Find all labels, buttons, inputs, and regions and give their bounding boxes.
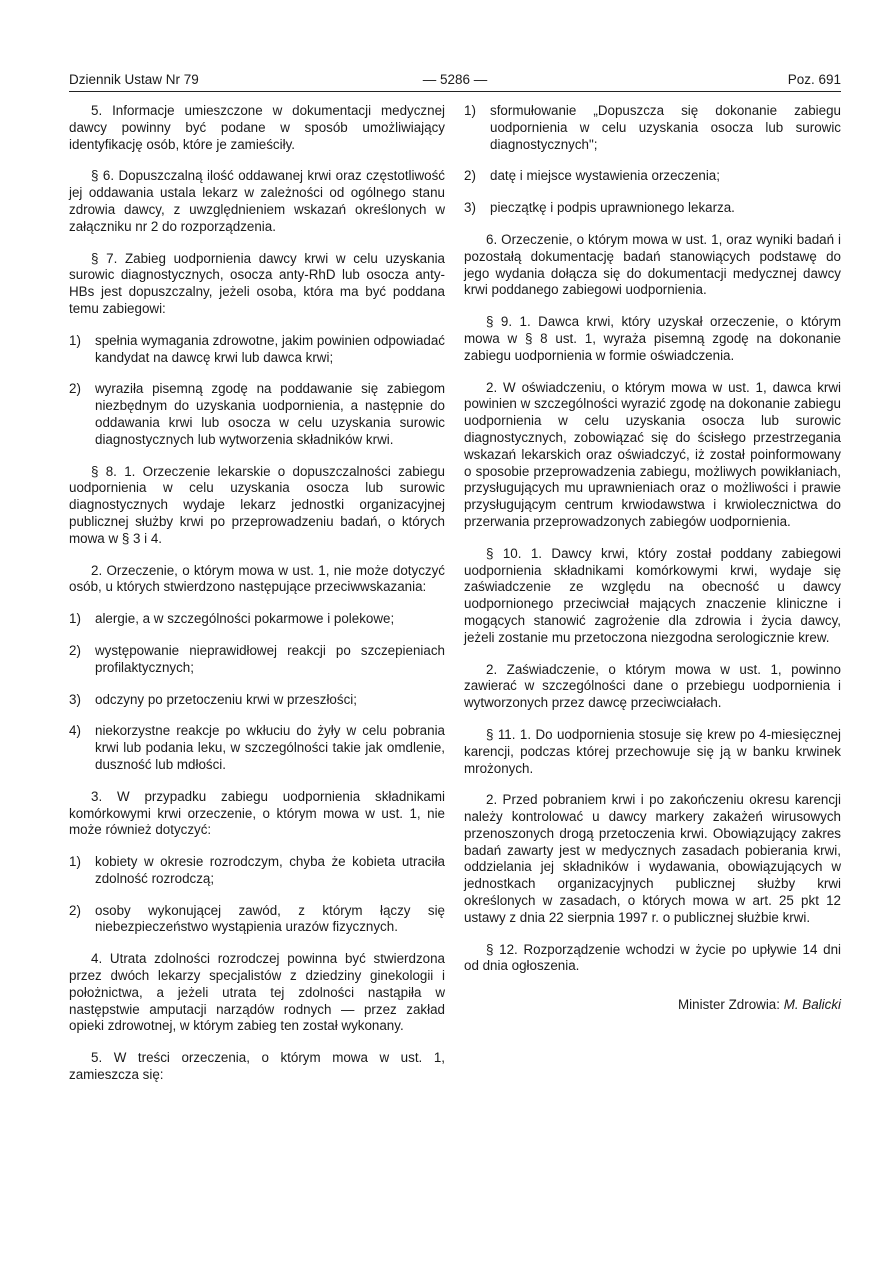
list-number: 2) [69, 642, 81, 658]
list-item [69, 723, 445, 773]
page-header [69, 72, 841, 90]
list-item [69, 611, 445, 628]
list-text: datę i miejsce wystawienia orzeczenia; [490, 168, 720, 184]
paragraph: 2. W oświadczeniu, o którym mowa w ust. 1, dawca krwi powinien w szczególności wyrazić zgodę na dokonanie zabiegu uodpornienia w celu uzyskania osocza lub surowic diagnostycznych, zobowiązać się do ścisłego przestrzegania wskazań lekarskich oraz oświadczyć, iż został poinformowany o sposobie przeprowadzenia zabiegu, możliwych powikłaniach, przysługujących mu uprawnieniach oraz o możliwości i prawie przysługującym centrum krwiodawstwa i krwiolecznictwa do przerwania przeprowadzonych zabiegów uodpornienia. [464, 379, 841, 529]
list-item [69, 333, 445, 367]
list-number: 1) [464, 103, 476, 118]
list-number: 2) [464, 168, 476, 184]
list-text: niekorzystne reakcje po wkłuciu do żyły w celu pobrania krwi lub podania leku, w szczególności takie jak omdlenie, duszność lub mdłości. [95, 723, 445, 772]
list-text: osoby wykonującej zawód, z którym łączy się niebezpieczeństwo wystąpienia urazów fizycznych. [95, 902, 445, 935]
list-text: sformułowanie „Dopuszcza się dokonanie zabiegu uodpornienia w celu uzyskania osocza lub surowic diagnostycznych"; [490, 103, 841, 152]
paragraph-section-11: § 11. 1. Do uodpornienia stosuje się krew po 4-miesięcznej karencji, podczas której przechowuje się ją w banku krwinek mrożonych. [464, 726, 841, 776]
list-item [69, 903, 445, 937]
paragraph: 4. Utrata zdolności rozrodczej powinna być stwierdzona przez dwóch lekarzy specjalistów z dziedziny ginekologii i położnictwa, a jeżeli utrata tej zdolności nastąpiła w następstwie amputacji narządów rodnych — przez zakład opieki zdrowotnej, w którym zabieg ten został wykonany. [69, 951, 445, 1034]
position-number: Poz. 691 [787, 72, 841, 87]
list-text: występowanie nieprawidłowej reakcji po szczepieniach profilaktycznych; [95, 642, 445, 675]
list-number: 1) [69, 332, 81, 348]
list-item [464, 168, 841, 185]
paragraph: 2. Orzeczenie, o którym mowa w ust. 1, nie może dotyczyć osób, u których stwierdzono następujące przeciwwskazania: [69, 562, 445, 595]
signature-line [464, 997, 841, 1014]
list-number: 4) [69, 723, 81, 739]
list-number: 3) [464, 200, 476, 216]
right-column [464, 103, 841, 1014]
list-number: 2) [69, 381, 81, 397]
paragraph-section-9: § 9. 1. Dawca krwi, który uzyskał orzeczenie, o którym mowa w § 8 ust. 1, wyraża pisemną zgodę na dokonanie zabiegu uodpornienia w formie oświadczenia. [464, 314, 841, 363]
paragraph-section-12: § 12. Rozporządzenie wchodzi w życie po upływie 14 dni od dnia ogłoszenia. [464, 941, 841, 974]
list-item [464, 200, 841, 217]
paragraph-section-6: § 6. Dopuszczalną ilość oddawanej krwi oraz częstotliwość jej oddawania ustala lekarz w zależności od ogólnego stanu zdrowia dawcy, z uwzględnieniem wskazań określonych w załączniku nr 2 do rozporządzenia. [69, 168, 445, 234]
paragraph-section-8: § 8. 1. Orzeczenie lekarskie o dopuszczalności zabiegu uodpornienia w celu uzyskania osocza lub surowic diagnostycznych wydaje lekarz jednostki organizacyjnej publicznej służby krwi po przeprowadzeniu badań, o których mowa w § 3 i 4. [69, 463, 445, 546]
journal-title: Dziennik Ustaw Nr 79 [69, 72, 199, 87]
paragraph: 5. Informacje umieszczone w dokumentacji medycznej dawcy powinny być podane w sposób umożliwiający identyfikację osób, które je zamieściły. [69, 103, 445, 152]
signature-name: M. Balicki [783, 997, 841, 1013]
page-number: — 5286 — [422, 72, 488, 87]
signature-role: Minister Zdrowia: [678, 997, 780, 1013]
list-number: 1) [69, 854, 81, 870]
list-number: 1) [69, 611, 81, 627]
paragraph: 3. W przypadku zabiegu uodpornienia składnikami komórkowymi krwi orzeczenie, o którym mowa w ust. 1, nie może również dotyczyć: [69, 788, 445, 838]
paragraph-section-10: § 10. 1. Dawcy krwi, który został poddany zabiegowi uodpornienia składnikami komórkowymi krwi, wydaje się zaświadczenie ze względu na obecność u dawcy uodpornionego przeciwciał mających znaczenie kliniczne i mogących stanowić zagrożenie dla zdrowia i życia dawcy, jeżeli zostanie mu przetoczona niezgodna serologicznie krew. [464, 545, 841, 645]
list-text: pieczątkę i podpis uprawnionego lekarza. [490, 200, 735, 216]
list-item [69, 381, 445, 448]
paragraph: 2. Przed pobraniem krwi i po zakończeniu okresu karencji należy kontrolować u dawcy markery zakażeń wirusowych przenoszonych drogą przetoczenia krwi. Obowiązujący zakres badań zawarty jest w medycznych zasadach pobierania krwi, oddzielania jej składników i wydawania, obowiązujących w jednostkach organizacyjnych publicznej służby krwi określonych w zasadach, o których mowa w art. 25 pkt 12 ustawy z dnia 22 sierpnia 1997 r. o publicznej służbie krwi. [464, 792, 841, 925]
list-text: odczyny po przetoczeniu krwi w przeszłości; [95, 691, 357, 707]
list-text: spełnia wymagania zdrowotne, jakim powinien odpowiadać kandydat na dawcę krwi lub dawca krwi; [95, 332, 445, 365]
paragraph-section-7: § 7. Zabieg uodpornienia dawcy krwi w celu uzyskania surowic diagnostycznych, osocza anty-RhD lub osocza anty-HBs jest dopuszczalny, jeżeli osoba, która ma być poddana temu zabiegowi: [69, 250, 445, 316]
list-item [464, 103, 841, 153]
list-text: alergie, a w szczególności pokarmowe i polekowe; [95, 611, 395, 627]
list-number: 2) [69, 902, 81, 918]
list-number: 3) [69, 691, 81, 707]
list-item [69, 692, 445, 709]
paragraph: 2. Zaświadczenie, o którym mowa w ust. 1, powinno zawierać w szczególności dane o przebiegu uodpornienia i wytworzonych przez dawcę przeciwciałach. [464, 661, 841, 711]
list-text: wyraziła pisemną zgodę na poddawanie się zabiegom niezbędnym do uzyskania uodpornienia, a następnie do oddawania krwi lub osocza w celu uzyskania surowic diagnostycznych lub wytworzenia składników krwi. [95, 381, 445, 447]
paragraph: 5. W treści orzeczenia, o którym mowa w ust. 1, zamieszcza się: [69, 1050, 445, 1083]
list-text: kobiety w okresie rozrodczym, chyba że kobieta utraciła zdolność rozrodczą; [95, 854, 445, 886]
paragraph: 6. Orzeczenie, o którym mowa w ust. 1, oraz wyniki badań i pozostałą dokumentację badań stanowiących podstawę do jego wydania dołącza się do dokumentacji medycznej dawcy krwi poddanego zabiegowi uodpornienia. [464, 231, 841, 298]
list-item [69, 854, 445, 888]
left-column [69, 103, 445, 1099]
header-rule [69, 91, 841, 92]
list-item [69, 643, 445, 677]
